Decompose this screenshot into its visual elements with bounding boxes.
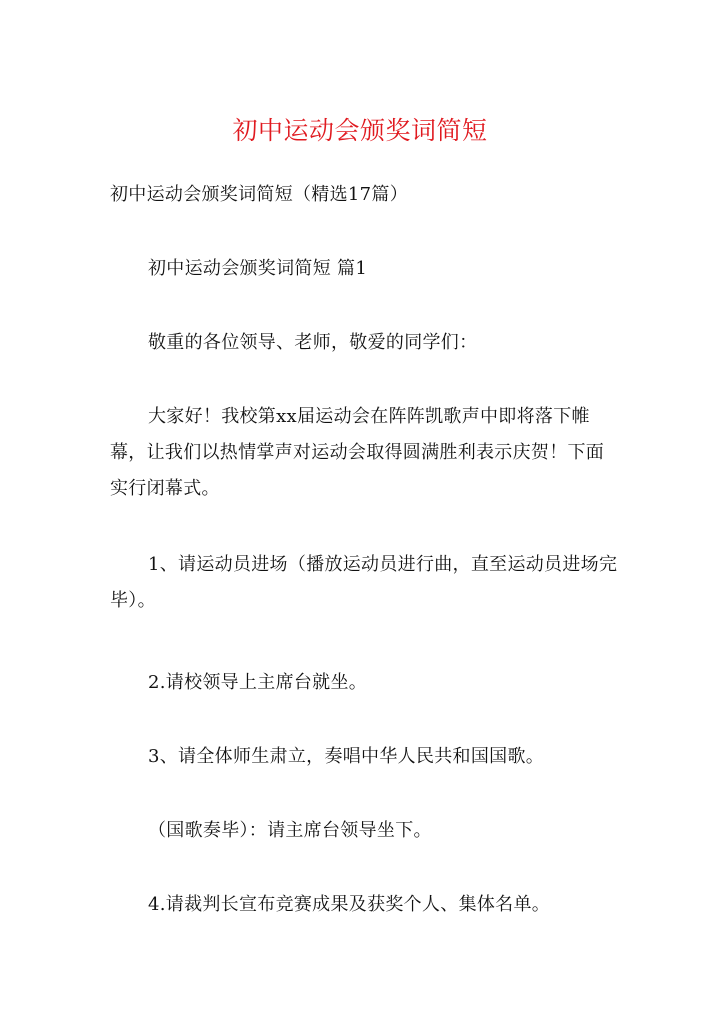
paragraph-opening: 大家好！我校第xx届运动会在阵阵凯歌声中即将落下帷幕，让我们以热情掌声对运动会取得圆满胜利表示庆贺！下面实行闭幕式。	[110, 406, 605, 499]
paragraph-item-2: 2.请校领导上主席台就坐。	[148, 672, 368, 693]
paragraph-item-1: 1、请运动员进场（播放运动员进行曲，直至运动员进场完毕）。	[110, 554, 618, 611]
document-title: 初中运动会颁奖词简短	[232, 116, 488, 145]
paragraph-anthem-note: （国歌奏毕）：请主席台领导坐下。	[148, 820, 432, 841]
greeting-line: 敬重的各位领导、老师，敬爱的同学们：	[148, 332, 478, 353]
section-heading: 初中运动会颁奖词简短 篇1	[148, 258, 368, 279]
document-subtitle: 初中运动会颁奖词简短（精选17篇）	[110, 184, 409, 205]
paragraph-item-3: 3、请全体师生肃立，奏唱中华人民共和国国歌。	[148, 746, 545, 767]
paragraph-item-4: 4.请裁判长宣布竞赛成果及获奖个人、集体名单。	[148, 894, 551, 915]
